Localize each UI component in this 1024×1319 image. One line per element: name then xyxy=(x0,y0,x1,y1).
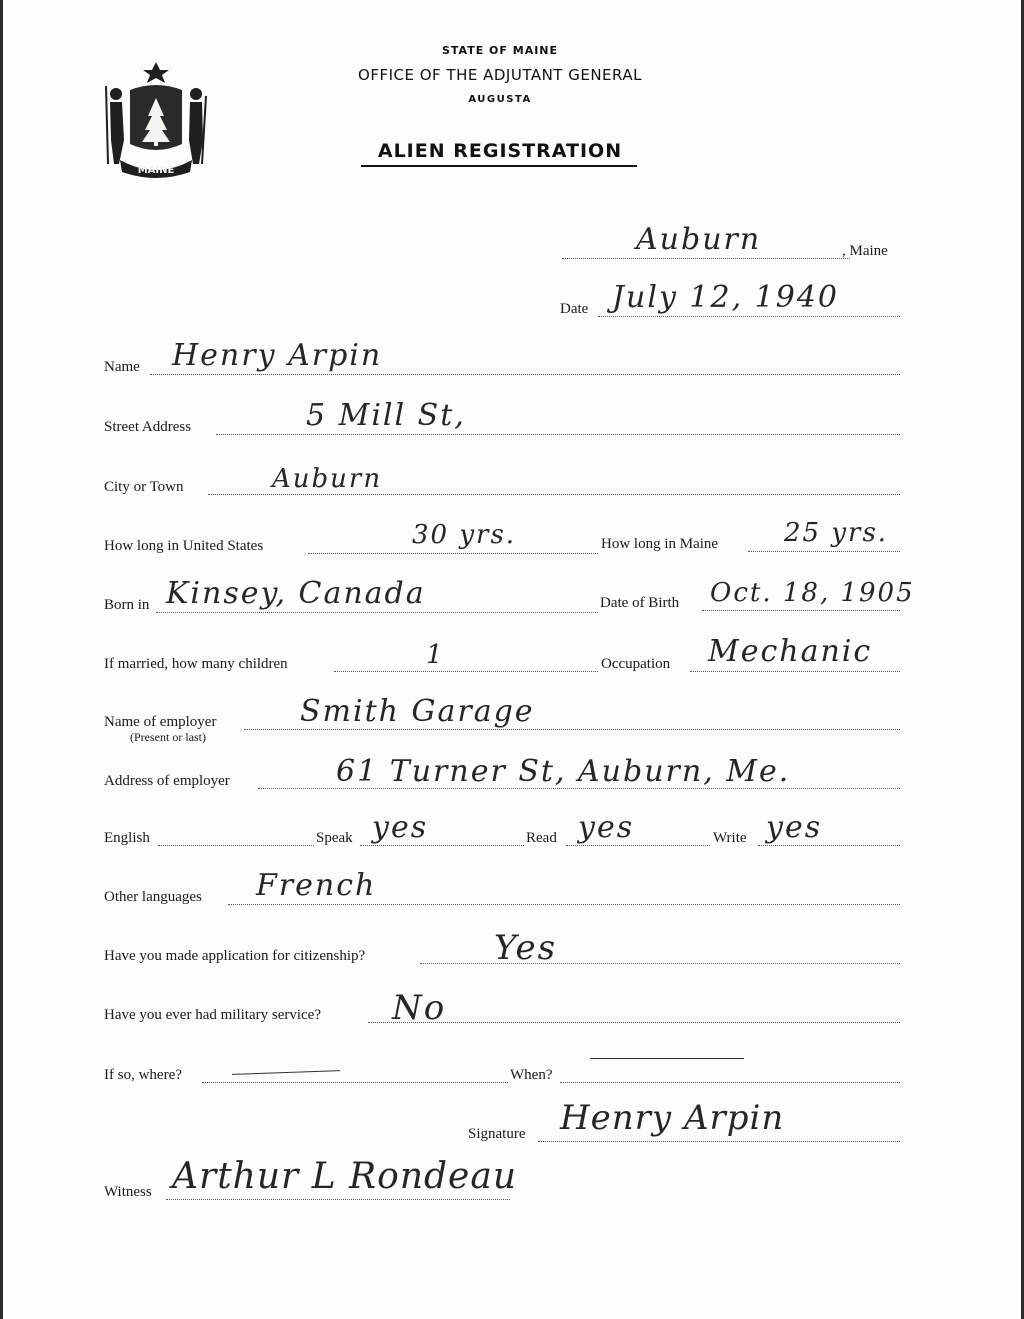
name-value: Henry Arpin xyxy=(172,338,383,373)
read-line xyxy=(566,845,710,846)
occupation-label: Occupation xyxy=(601,656,671,672)
witness-line xyxy=(166,1199,510,1200)
dob-line xyxy=(702,610,900,611)
city-value: Auburn xyxy=(272,464,383,494)
occupation-value: Mechanic xyxy=(708,634,873,669)
years-me-value: 25 yrs. xyxy=(784,518,889,548)
other-languages-label: Other languages xyxy=(104,889,202,905)
dob-value: Oct. 18, 1905 xyxy=(710,578,915,608)
employer-value: Smith Garage xyxy=(300,694,535,729)
header-office: OFFICE OF THE ADJUTANT GENERAL xyxy=(358,66,642,84)
header-state: STATE OF MAINE xyxy=(441,44,559,57)
witness-label: Witness xyxy=(104,1184,152,1200)
signature-line xyxy=(538,1141,900,1142)
city-line xyxy=(208,494,900,495)
name-label: Name xyxy=(104,359,140,375)
occupation-line xyxy=(690,671,900,672)
citizenship-label: Have you made application for citizenship? xyxy=(104,948,366,964)
street-line xyxy=(216,434,900,435)
date-line xyxy=(598,316,900,317)
military-value: No xyxy=(392,988,447,1028)
read-value: yes xyxy=(578,810,635,845)
employer-address-value: 61 Turner St, Auburn, Me. xyxy=(336,754,791,789)
where-dash xyxy=(232,1070,340,1075)
citizenship-value: Yes xyxy=(494,928,558,968)
born-in-label: Born in xyxy=(104,597,150,613)
when-label: When? xyxy=(510,1067,553,1083)
other-languages-value: French xyxy=(256,868,377,903)
read-label: Read xyxy=(526,830,557,846)
dob-label: Date of Birth xyxy=(600,595,680,611)
write-line xyxy=(758,845,900,846)
name-line xyxy=(150,374,900,375)
years-me-line xyxy=(748,551,900,552)
city-label: City or Town xyxy=(104,479,184,495)
years-us-value: 30 yrs. xyxy=(412,520,517,550)
scan-edge-left xyxy=(0,0,3,1319)
svg-text:MAINE: MAINE xyxy=(137,165,175,176)
when-line xyxy=(560,1082,900,1083)
date-label: Date xyxy=(560,301,589,317)
employer-label: Name of employer xyxy=(104,714,217,730)
years-us-label: How long in United States xyxy=(104,538,264,554)
when-dash xyxy=(590,1058,744,1059)
header-city: AUGUSTA xyxy=(468,94,532,105)
place-value: Auburn xyxy=(636,222,762,257)
signature-value: Henry Arpin xyxy=(560,1098,785,1138)
speak-line xyxy=(360,845,524,846)
write-value: yes xyxy=(766,810,823,845)
employer-address-label: Address of employer xyxy=(104,773,230,789)
born-in-line xyxy=(156,612,598,613)
witness-value: Arthur L Rondeau xyxy=(172,1156,518,1197)
date-value: July 12, 1940 xyxy=(612,280,840,315)
signature-label: Signature xyxy=(468,1126,526,1142)
form-title: ALIEN REGISTRATION xyxy=(377,140,623,162)
military-label: Have you ever had military service? xyxy=(104,1007,321,1023)
speak-value: yes xyxy=(372,810,429,845)
children-line xyxy=(334,671,598,672)
employer-sublabel: (Present or last) xyxy=(130,730,206,744)
years-us-line xyxy=(308,553,598,554)
military-line xyxy=(368,1022,900,1023)
employer-line xyxy=(244,729,900,730)
citizenship-line xyxy=(420,963,900,964)
children-label: If married, how many children xyxy=(104,656,288,672)
english-line xyxy=(158,845,314,846)
years-me-label: How long in Maine xyxy=(601,536,719,552)
born-in-value: Kinsey, Canada xyxy=(166,576,426,611)
place-suffix: , Maine xyxy=(842,243,888,259)
speak-label: Speak xyxy=(316,830,353,846)
where-label: If so, where? xyxy=(104,1067,182,1083)
street-value: 5 Mill St, xyxy=(306,398,466,433)
other-languages-line xyxy=(228,904,900,905)
maine-state-seal xyxy=(102,56,210,180)
children-value: 1 xyxy=(426,640,445,670)
place-line xyxy=(562,258,850,259)
title-underline xyxy=(361,165,637,167)
english-label: English xyxy=(104,830,150,846)
where-line xyxy=(202,1082,508,1083)
street-label: Street Address xyxy=(104,419,192,435)
write-label: Write xyxy=(713,830,747,846)
